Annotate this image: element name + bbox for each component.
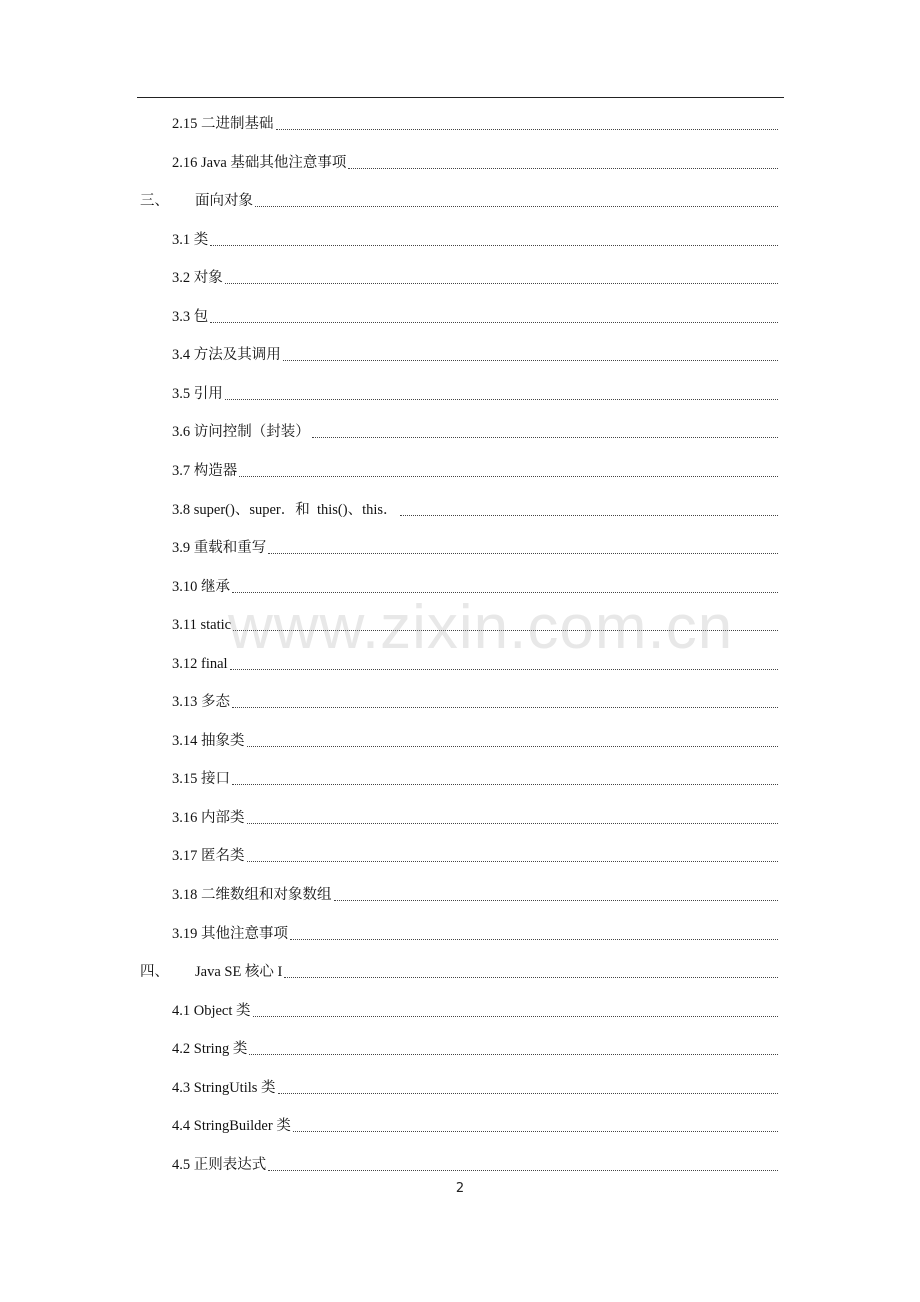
toc-section-entry[interactable] (172, 686, 780, 712)
toc-entry-label: Java SE 核心 I (195, 964, 283, 981)
dot-leader (268, 553, 778, 554)
dot-leader (283, 360, 778, 361)
toc-section-entry[interactable] (172, 571, 780, 597)
toc-section-entry[interactable] (172, 262, 780, 288)
toc-section-entry[interactable] (172, 802, 780, 828)
dot-leader (276, 129, 779, 130)
dot-leader (247, 823, 779, 824)
dot-leader (232, 784, 778, 785)
toc-entry-label: 2.15 二进制基础 (172, 116, 274, 132)
dot-leader (253, 1016, 778, 1017)
toc-section-entry[interactable] (172, 494, 780, 520)
dot-leader (290, 939, 778, 940)
toc-entry-label: 3.4 方法及其调用 (172, 347, 281, 364)
toc-section-entry[interactable] (172, 995, 780, 1021)
toc-entry-label: 3.1 类 (172, 231, 209, 248)
toc-section-entry[interactable] (172, 378, 780, 404)
toc-entry-label: 3.2 对象 (172, 270, 223, 287)
toc-section-entry[interactable] (172, 147, 780, 173)
dot-leader (232, 592, 778, 593)
toc-entry-label: 面向对象 (195, 193, 253, 210)
dot-leader (278, 1093, 778, 1094)
toc-entry-label: 3.7 构造器 (172, 462, 238, 479)
toc-entry-label: 4.5 正则表达式 (172, 1156, 267, 1173)
toc-entry-label: 3.10 继承 (172, 578, 230, 595)
dot-leader (268, 1170, 778, 1171)
dot-leader (239, 476, 778, 477)
toc-entry-label: 3.17 匿名类 (172, 848, 245, 865)
toc-entry-label: 4.1 Object 类 (172, 1002, 251, 1019)
toc-entry-label: 3.14 抽象类 (172, 732, 245, 749)
dot-leader (210, 245, 778, 246)
toc-section-entry[interactable] (172, 1149, 780, 1175)
toc-chapter-number: 三、 (140, 193, 169, 210)
toc-entry-label: 3.12 final (172, 655, 228, 672)
toc-entry-label: 3.3 包 (172, 308, 209, 325)
toc-section-entry[interactable] (172, 416, 780, 442)
toc-entry-label: 3.13 多态 (172, 694, 230, 711)
header-rule (137, 97, 784, 98)
page-number: 2 (455, 1181, 465, 1196)
dot-leader (312, 437, 778, 438)
dot-leader (232, 707, 778, 708)
toc-section-entry[interactable] (172, 301, 780, 327)
dot-leader (400, 515, 778, 516)
dot-leader (225, 399, 778, 400)
toc-entry-label: 3.19 其他注意事项 (172, 925, 288, 942)
toc-section-entry[interactable] (172, 1033, 780, 1059)
toc-section-entry[interactable] (172, 725, 780, 751)
toc-section-entry[interactable] (172, 455, 780, 481)
dot-leader (334, 900, 779, 901)
toc-section-entry[interactable] (172, 879, 780, 905)
toc-chapter-number: 四、 (140, 964, 169, 981)
toc-section-entry[interactable] (172, 108, 780, 134)
dot-leader (210, 322, 778, 323)
toc-section-entry[interactable] (172, 648, 780, 674)
toc-entry-label: 3.18 二维数组和对象数组 (172, 887, 332, 903)
toc-chapter-entry[interactable] (140, 185, 780, 211)
toc-entry-label: 3.16 内部类 (172, 809, 245, 826)
toc-entry-label: 3.9 重载和重写 (172, 540, 267, 557)
toc-section-entry[interactable] (172, 918, 780, 944)
toc-section-entry[interactable] (172, 339, 780, 365)
dot-leader (249, 1054, 778, 1055)
toc-section-entry[interactable] (172, 840, 780, 866)
toc-entry-label: 3.8 super()、super．和 this()、this． (172, 501, 398, 518)
dot-leader (233, 630, 778, 631)
toc-entry-label: 2.16 Java 基础其他注意事项 (172, 154, 347, 171)
dot-leader (348, 168, 778, 169)
toc-section-entry[interactable] (172, 532, 780, 558)
dot-leader (225, 283, 778, 284)
toc-section-entry[interactable] (172, 224, 780, 250)
watermark: www.zixin.com.cn (228, 593, 734, 662)
toc-chapter-entry[interactable] (140, 956, 780, 982)
toc-section-entry[interactable] (172, 1110, 780, 1136)
toc-section-entry[interactable] (172, 609, 780, 635)
toc-entry-label: 3.5 引用 (172, 385, 223, 402)
dot-leader (247, 746, 779, 747)
toc-section-entry[interactable] (172, 1072, 780, 1098)
toc-entry-label: 3.6 访问控制（封装） (172, 424, 310, 441)
toc-entry-label: 4.4 StringBuilder 类 (172, 1118, 291, 1135)
dot-leader (247, 861, 779, 862)
dot-leader (255, 206, 778, 207)
dot-leader (230, 669, 778, 670)
toc-entry-label: 3.15 接口 (172, 771, 230, 788)
toc-section-entry[interactable] (172, 763, 780, 789)
toc-entry-label: 3.11 static (172, 617, 232, 634)
dot-leader (284, 977, 778, 978)
toc-entry-label: 4.3 StringUtils 类 (172, 1079, 276, 1096)
dot-leader (293, 1131, 778, 1132)
toc-entry-label: 4.2 String 类 (172, 1041, 248, 1058)
